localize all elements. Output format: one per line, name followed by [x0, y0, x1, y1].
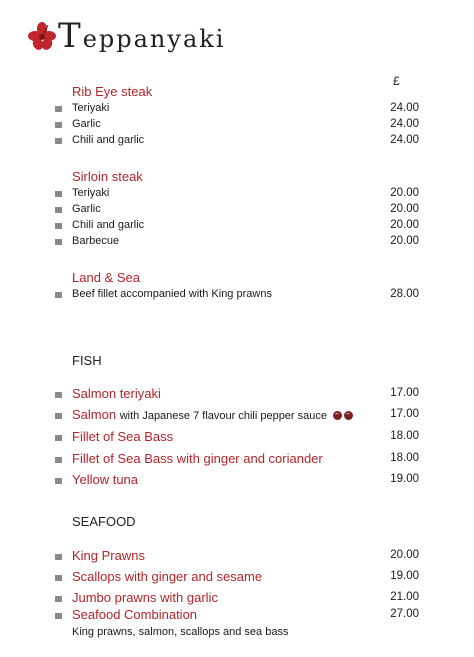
menu-item	[55, 452, 419, 467]
menu-item	[55, 408, 419, 423]
item-label: Beef fillet accompanied with King prawns	[72, 288, 272, 300]
item-label: Garlic	[72, 118, 101, 130]
menu-item	[55, 549, 419, 564]
currency-symbol: £	[393, 74, 400, 88]
logo-text: eppanyaki	[82, 25, 226, 53]
chili-icon	[344, 411, 353, 420]
item-price: 21.00	[390, 591, 419, 603]
item-label: King Prawns	[72, 548, 145, 563]
menu-item	[55, 187, 419, 202]
square-bullet-icon	[55, 554, 62, 560]
item-label: Garlic	[72, 203, 101, 215]
section-title-fish: FISH	[72, 353, 102, 368]
menu-item	[55, 288, 419, 303]
menu-item	[55, 235, 419, 250]
square-bullet-icon	[55, 239, 62, 245]
menu-item	[55, 219, 419, 234]
hibiscus-flower-icon	[28, 21, 56, 51]
section-title-seafood: SEAFOOD	[72, 514, 136, 529]
item-label: Jumbo prawns with garlic	[72, 590, 218, 605]
item-label: Barbecue	[72, 235, 120, 247]
item-price: 24.00	[390, 102, 419, 114]
square-bullet-icon	[55, 191, 62, 197]
item-label: Fillet of Sea Bass with ginger and coriander	[72, 451, 323, 466]
square-bullet-icon	[55, 207, 62, 213]
item-price: 20.00	[390, 235, 419, 247]
item-price: 20.00	[390, 549, 419, 561]
logo	[28, 16, 225, 56]
section-title-sirloin: Sirloin steak	[72, 169, 143, 184]
menu-item	[55, 570, 419, 585]
square-bullet-icon	[55, 392, 62, 398]
section-title-rib-eye: Rib Eye steak	[72, 84, 153, 99]
item-label-main: Salmon	[72, 407, 117, 422]
item-price: 19.00	[390, 570, 419, 582]
item-label: Teriyaki	[72, 187, 110, 199]
item-price: 24.00	[390, 118, 419, 130]
square-bullet-icon	[55, 478, 62, 484]
square-bullet-icon	[55, 613, 62, 619]
menu-item	[55, 430, 419, 445]
square-bullet-icon	[55, 122, 62, 128]
menu-item	[55, 102, 419, 117]
menu-item	[55, 134, 419, 149]
item-price: 20.00	[390, 219, 419, 231]
item-description: King prawns, salmon, scallops and sea bass	[72, 626, 289, 638]
item-price: 20.00	[390, 203, 419, 215]
square-bullet-icon	[55, 457, 62, 463]
item-label	[72, 407, 353, 422]
item-label: Scallops with ginger and sesame	[72, 569, 263, 584]
item-label: Salmon teriyaki	[72, 386, 161, 401]
menu-item	[55, 118, 419, 133]
item-label: Yellow tuna	[72, 472, 139, 487]
square-bullet-icon	[55, 138, 62, 144]
square-bullet-icon	[55, 575, 62, 581]
menu-item	[55, 591, 419, 606]
item-label-extra: with Japanese 7 flavour chili pepper sauce	[119, 410, 327, 422]
menu-item	[55, 608, 419, 623]
item-label: Chili and garlic	[72, 134, 145, 146]
item-label: Teriyaki	[72, 102, 110, 114]
item-label: Seafood Combination	[72, 607, 198, 622]
item-price: 18.00	[390, 452, 419, 464]
chili-icon	[333, 411, 342, 420]
square-bullet-icon	[55, 106, 62, 112]
item-price: 27.00	[390, 608, 419, 620]
square-bullet-icon	[55, 435, 62, 441]
item-price: 18.00	[390, 430, 419, 442]
logo-wordmark	[58, 16, 225, 56]
item-price: 24.00	[390, 134, 419, 146]
menu-item	[55, 473, 419, 488]
square-bullet-icon	[55, 223, 62, 229]
item-price: 19.00	[390, 473, 419, 485]
menu-item	[55, 203, 419, 218]
menu-item	[55, 387, 419, 402]
square-bullet-icon	[55, 413, 62, 419]
square-bullet-icon	[55, 596, 62, 602]
item-price: 17.00	[390, 408, 419, 420]
item-label: Chili and garlic	[72, 219, 145, 231]
square-bullet-icon	[55, 292, 62, 298]
item-price: 17.00	[390, 387, 419, 399]
item-price: 20.00	[390, 187, 419, 199]
logo-initial: T	[58, 16, 83, 56]
section-title-land-sea: Land & Sea	[72, 270, 140, 285]
item-label: Fillet of Sea Bass	[72, 429, 174, 444]
item-price: 28.00	[390, 288, 419, 300]
